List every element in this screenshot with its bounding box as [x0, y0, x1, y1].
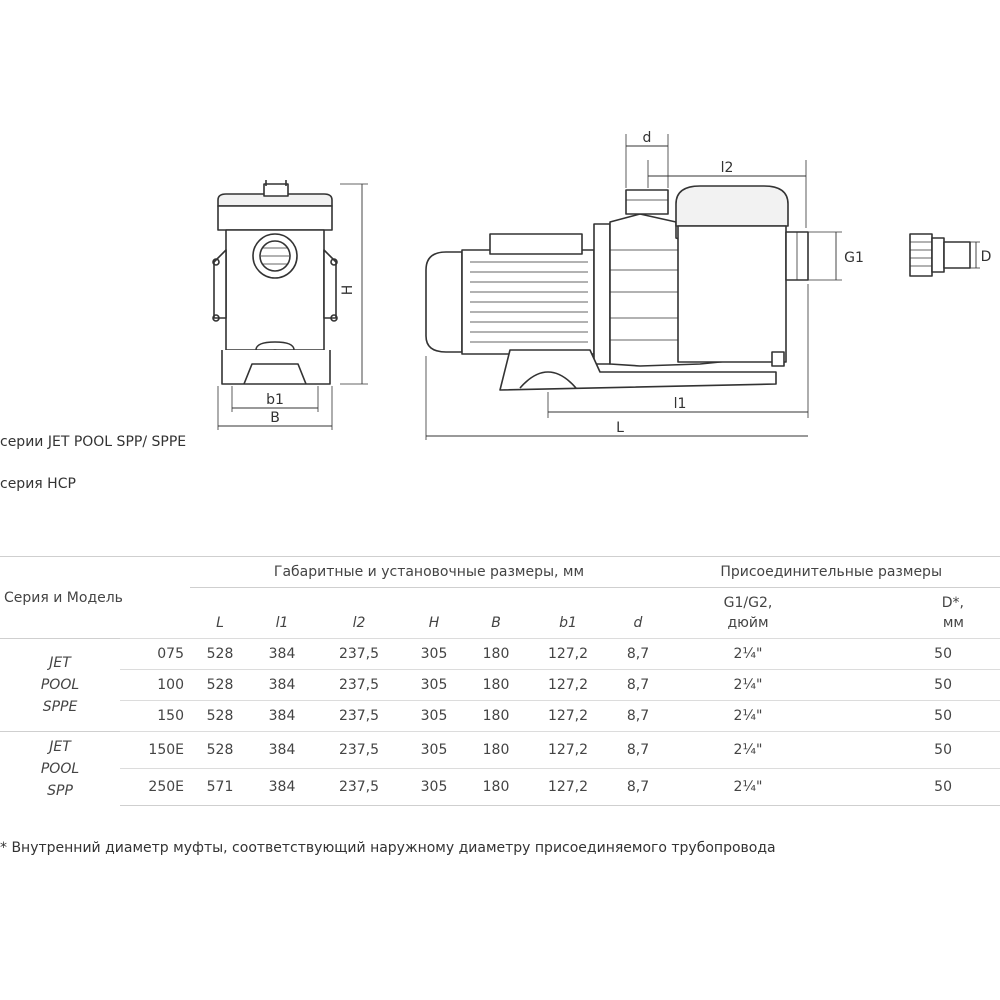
cell-l2: 237,5	[314, 639, 404, 670]
cell-H: 305	[404, 639, 464, 670]
cell-b1: 127,2	[528, 639, 608, 670]
dim-label-l2: l2	[720, 160, 734, 176]
cell-d: 8,7	[608, 732, 668, 769]
series-spp-line3: SPP	[47, 782, 73, 799]
table-row	[0, 732, 1000, 769]
model-cell: 150E	[120, 732, 190, 769]
pump-dimension-drawing	[0, 0, 1000, 460]
series-sppe-line3: SPPE	[42, 699, 78, 715]
cell-b1: 127,2	[528, 732, 608, 769]
cell-L: 528	[190, 701, 250, 732]
cell-l2: 237,5	[314, 670, 404, 701]
cell-l2: 237,5	[314, 732, 404, 769]
table-row	[0, 639, 1000, 670]
cell-L: 571	[190, 769, 250, 806]
col-header-l1: l1	[250, 588, 314, 639]
cell-D: 50	[828, 701, 1000, 732]
cell-L: 528	[190, 639, 250, 670]
header-dimensions: Габаритные и установочные размеры, мм	[190, 557, 668, 588]
model-cell: 250E	[120, 769, 190, 806]
caption-spp-sppe: серии JET POOL SPP/ SPPE	[0, 434, 187, 450]
cell-D: 50	[828, 670, 1000, 701]
series-label-spp	[0, 732, 120, 806]
series-spp-line1: JET	[49, 738, 71, 755]
cell-g: 2¼"	[668, 732, 828, 769]
cell-d: 8,7	[608, 701, 668, 732]
pump-front-view	[213, 180, 368, 430]
col-header-l2: l2	[314, 588, 404, 639]
dim-label-L: L	[616, 420, 624, 436]
col-header-d: d	[608, 588, 668, 639]
pump-side-view	[426, 134, 842, 440]
cell-l1: 384	[250, 639, 314, 670]
series-spp-line2: POOL	[40, 760, 80, 777]
cell-L: 528	[190, 670, 250, 701]
table-row	[0, 701, 1000, 732]
series-sppe-line1: JET	[49, 655, 71, 671]
cell-l2: 237,5	[314, 769, 404, 806]
cell-H: 305	[404, 670, 464, 701]
dim-label-H: H	[340, 284, 356, 296]
cell-L: 528	[190, 732, 250, 769]
dim-label-D: D	[980, 249, 992, 265]
col-header-d-line2: мм	[942, 615, 964, 631]
col-header-g-line2: дюйм	[727, 615, 769, 631]
cell-g: 2¼"	[668, 769, 828, 806]
dim-label-b1: b1	[266, 392, 284, 408]
cell-l1: 384	[250, 732, 314, 769]
cell-B: 180	[464, 670, 528, 701]
col-header-g-line1: G1/G2,	[723, 595, 773, 611]
cell-B: 180	[464, 639, 528, 670]
col-header-d-mm	[828, 588, 1000, 639]
caption-hcp: серия HCP	[0, 476, 76, 492]
series-label-sppe	[0, 639, 120, 732]
table-row	[0, 670, 1000, 701]
cell-D: 50	[828, 732, 1000, 769]
footnote: * Внутренний диаметр муфты, соответствующий наружному диаметру присоединяемого трубопровода	[0, 840, 776, 856]
cell-b1: 127,2	[528, 701, 608, 732]
cell-H: 305	[404, 769, 464, 806]
header-series-model: Серия и Модель	[0, 557, 190, 639]
cell-H: 305	[404, 701, 464, 732]
cell-g: 2¼"	[668, 670, 828, 701]
cell-l1: 384	[250, 769, 314, 806]
cell-l2: 237,5	[314, 701, 404, 732]
model-cell: 075	[120, 639, 190, 670]
dim-label-l1: l1	[673, 396, 687, 412]
cell-b1: 127,2	[528, 769, 608, 806]
dim-label-B: B	[270, 410, 280, 426]
cell-g: 2¼"	[668, 639, 828, 670]
cell-B: 180	[464, 701, 528, 732]
cell-d: 8,7	[608, 670, 668, 701]
cell-D: 50	[828, 769, 1000, 806]
cell-d: 8,7	[608, 769, 668, 806]
cell-B: 180	[464, 769, 528, 806]
col-header-d-line1: D*,	[941, 595, 964, 611]
cell-d: 8,7	[608, 639, 668, 670]
col-header-H: H	[404, 588, 464, 639]
cell-H: 305	[404, 732, 464, 769]
cell-l1: 384	[250, 670, 314, 701]
dimensions-table	[0, 556, 1000, 806]
header-connection: Присоединительные размеры	[668, 557, 1000, 588]
col-header-g	[668, 588, 828, 639]
cell-g: 2¼"	[668, 701, 828, 732]
series-sppe-line2: POOL	[40, 677, 80, 693]
col-header-L: L	[190, 588, 250, 639]
dim-label-G1: G1	[844, 250, 864, 266]
col-header-b1: b1	[528, 588, 608, 639]
cell-b1: 127,2	[528, 670, 608, 701]
col-header-B: B	[464, 588, 528, 639]
cell-D: 50	[828, 639, 1000, 670]
dim-label-d: d	[642, 130, 652, 146]
model-cell: 150	[120, 701, 190, 732]
coupling-detail	[910, 234, 980, 276]
model-cell: 100	[120, 670, 190, 701]
cell-B: 180	[464, 732, 528, 769]
table-row	[0, 769, 1000, 806]
cell-l1: 384	[250, 701, 314, 732]
